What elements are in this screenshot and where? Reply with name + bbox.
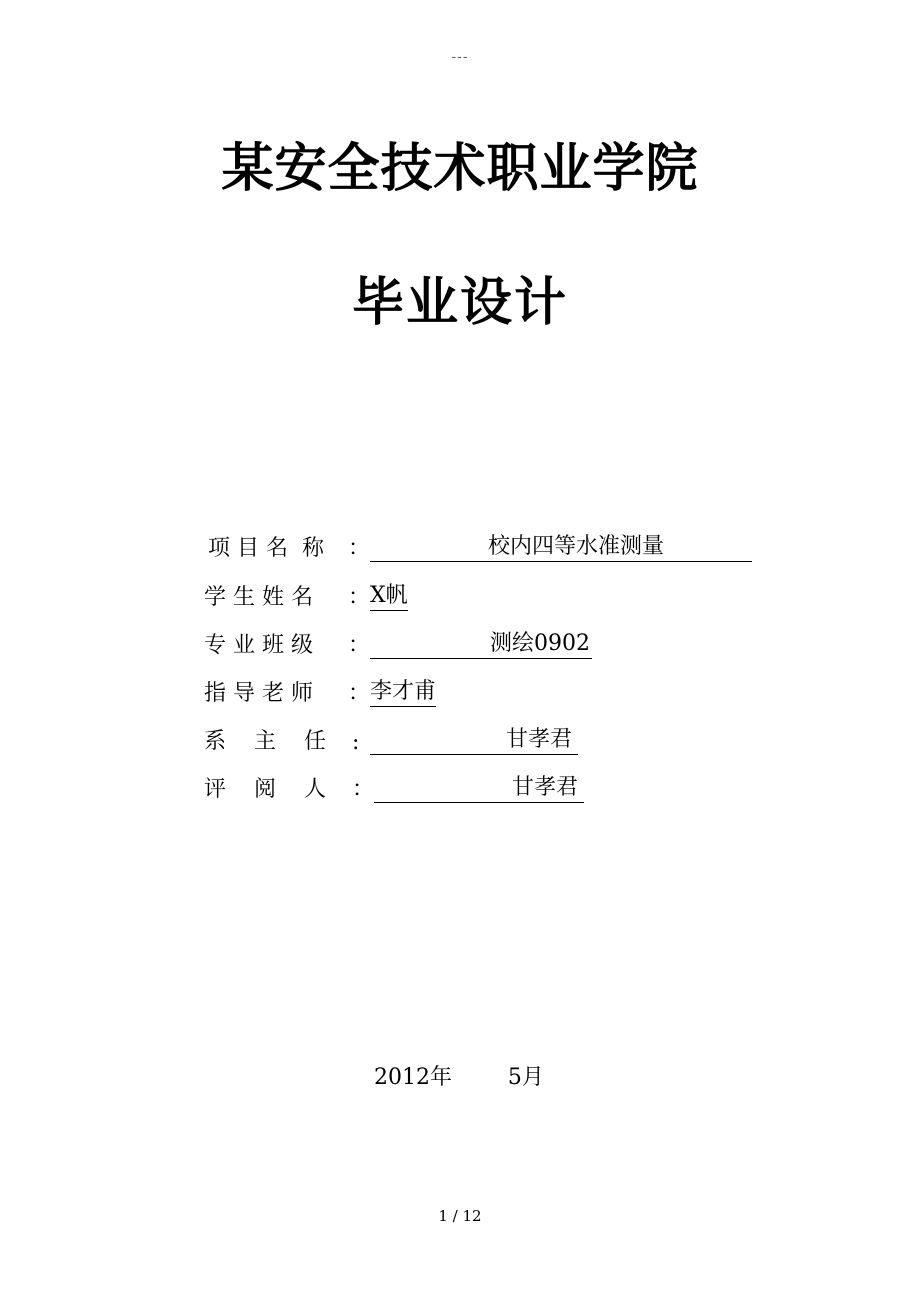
school-title: 某安全技术职业学院: [221, 139, 699, 199]
page-number: 1 / 12: [438, 1207, 482, 1225]
header-mark: ---: [451, 50, 469, 65]
submission-date: 2012年 5月: [374, 1065, 544, 1090]
major-value: 测绘0902: [370, 630, 592, 659]
major-row: [204, 625, 592, 659]
student-label: 学 生 姓 名: [204, 585, 313, 610]
dept-head-row: [204, 721, 578, 755]
advisor-colon: ：: [348, 681, 371, 706]
dept-head-value: 甘孝君: [370, 726, 578, 755]
reviewer-value: 甘孝君: [374, 774, 584, 803]
project-label: 项 目 名 称: [208, 536, 324, 561]
advisor-label: 指 导 老 师: [204, 681, 313, 706]
student-row: [204, 577, 408, 611]
reviewer-colon: ：: [352, 777, 375, 802]
advisor-value: 李才甫: [370, 678, 436, 707]
project-colon: ：: [348, 536, 371, 561]
reviewer-label: 评 阅 人: [204, 777, 326, 802]
advisor-row: [204, 673, 436, 707]
major-colon: ：: [348, 633, 371, 658]
project-value: 校内四等水准测量: [370, 533, 752, 562]
student-colon: ：: [348, 585, 371, 610]
dept-head-colon: :: [352, 730, 360, 755]
project-row: [204, 528, 752, 562]
major-label: 专 业 班 级: [204, 633, 313, 658]
reviewer-row: [204, 769, 584, 803]
student-value: X帆: [370, 582, 408, 611]
document-title: 毕业设计: [351, 273, 568, 333]
dept-head-label: 系 主 任: [204, 729, 326, 754]
